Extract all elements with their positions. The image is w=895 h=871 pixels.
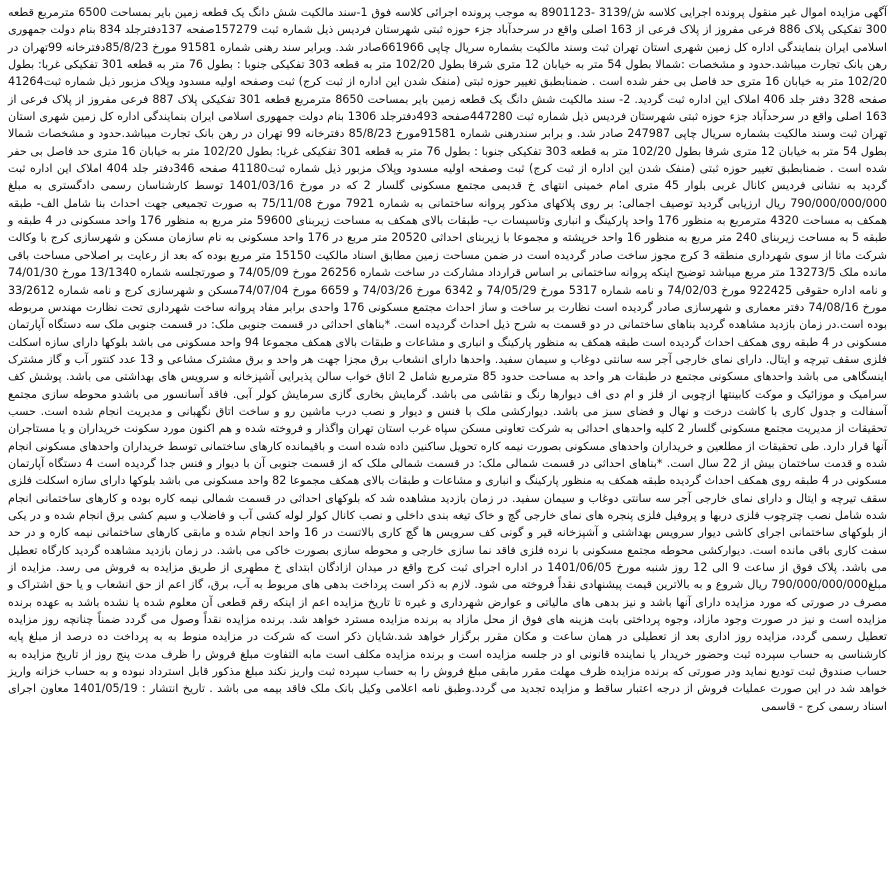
auction-notice-text: آگهی مزایده اموال غیر منقول پرونده اجرایی کلاسه ش/3139 -8901123 به موجب پرونده اجرائی کلاسه فوق 1-سند مالکیت شش دانگ یک قطعه زمین بایر بمساحت 6500 مترمربع قطعه 300 تفکیکی پلاک 886 فرعی مفروز از پلاک فرعی از 163 اصلی واقع در سرحدآباد جزء حوزه ثبتی شهرستان فردیس ذیل شماره ثبت 157279صفحه 137دفترجلد 834 بنام دولت جمهوری اسلامی ایران بنمایندگی اداره کل زمین شهری استان تهران ثبت وسند مالکیت بشماره سریال چاپی 661966صادر شد. وبرابر سند رهنی شماره 91581 مورخ 85/8/23دفترخانه 99تهران در رهن بانک تجارت میباشد.حدود و مشخصات :شمالا بطول 54 متر به خیابان 12 متری شرقا بطول 102/20 متر به قطعه 303 تفکیکی جنوبا : بطول 76 متر به قطعه 301 تفکیکی غربا: بطول 102/20 متر به خیابان 16 متری حد فاصل بی حفر شده است . ضمنابطبق تغییر حوزه ثبتی (منفک شدن این اداره از ثبت کرج) ثبت وصفحه اولیه مسدود وپلاک مزبور ذیل شماره ثبت41264 صفحه 328 دفتر جلد 406 املاک این اداره ثبت گردید. 2- سند مالکیت شش دانگ یک قطعه زمین بایر بمساحت 8650 مترمربع قطعه 301 تفکیکی پلاک 887 فرعی مفروز از پلاک فرعی از 163 اصلی واقع در سرحدآباد جزء حوزه ثبتی شهرستان فردیس ذیل شماره ثبت 447280صفحه 493دفترجلد 1306 بنام دولت جمهوری اسلامی ایران بنمایندگی اداره کل زمین شهری استان تهران ثبت وسند مالکیت بشماره سریال چاپی 247987 صادر شد. و برابر سندرهنی شماره 91581مورخ 85/8/23 دفترخانه 99 تهران در رهن بانک تجارت میباشد.حدود و مشخصات شمالا بطول 54 متر به خیابان 12 متری شرقا بطول 102/20 متر به قطعه 303 تفکیکی جنوبا : بطول 76 متر به قطعه 301 تفکیکی غربا: بطول 102/20 متر به خیابان 16 متری حد فاصل بی حفر شده است . ضمنابطبق تغییر حوزه ثبتی (منفک شدن این اداره از ثبت کرج) ثبت وصفحه اولیه مسدود وپلاک مزبور ذیل شماره ثبت41180 صفحه 346دفتر جلد 404 املاک این اداره ثبت گردید به نشانی فردیس کانال غربی بلوار 45 متری امام خمینی انتهای خ قدیمی مجتمع مسکونی گلسار 2 که در مورخ 1401/03/16 توسط کارشناسان رسمی دادگستری به مبلغ 790/000/000/000 ریال ارزیابی گردید توصیف اجمالی: بر روی پلاکهای مذکور پروانه ساختمانی به شماره 7921 مورخ 75/11/08 به صورت تجمیعی جهت احداث بنا شامل الف- طبقه همکف به مساحت 4320 مترمربع به منظور 176 واحد پارکینگ و انباری وتاسیسات ب- طبقات بالای همکف به مساحت زیربنای 59600 متر مربع به منظور 176 واحد مسکونی در 4 طبقه و طبقه 5 به مساحت زیربنای 240 متر مربع به منظور 16 واحد خرپشته و مجموعا با زیربنای احداثی 20520 متر مربع در 176 واحد مسکونی به نام سازمان مسکن و شهرسازی کرج با وکالت شرکت ماتا از سوی شهرداری منطقه 3 کرج مجوز ساخت صادر گردیده است در ضمن مساحت زمین مطابق اسناد مالکیت 15150 متر مربع بوده که بعد از رعایت بر اصلاحی مساحت باقی مانده ملک 13273/5 متر مربع میباشد توضیح اینکه پروانه ساختمانی بر اساس قرارداد مشارکت در ساخت شماره 26256 مورخ 74/05/09 و صورتجلسه شماره 13/1340 مورخ 74/01/30 و نامه اداره حقوقی 922425 مورخ 74/02/03 و نامه شماره 5317 مورخ 74/05/29 و 6342 مورخ 74/03/26 و 6659 مورخ 74/07/04مسکن و شهرسازی کرج و نامه شماره 33/2612 مورخ 74/08/16 دفتر معماری و شهرسازی صادر گردیده است نظارت بر ساخت و ساز احداث مجتمع مسکونی 176 واحدی برابر مفاد پروانه ساخت شهرداری تحت نظارت مهندس مربوطه بوده است.در زمان بازدید مشاهده گردید بناهای ساختمانی در دو قسمت به شرح ذیل احداث گردیده است. *بناهای احداثی در قسمت جنوبی ملک: در قسمت جنوبی ملک سه دستگاه آپارتمان مسکونی در 4 طبقه روی همکف احداث گردیده است طبقه همکف به منظور پارکینگ و انباری و مشاعات و طبقات بالای همکف مجموعا 94 واحد مسکونی می باشد بلوکها دارای سازه اسکلت فلزی سقف تیرچه و ایتال. دارای نمای خارجی آجر سه سانتی دوغاب و سیمان سفید. واحدها دارای انشعاب برق مجزا جهت هر واحد و برق مشترک مشاعی و 13 عدد کنتور آب و گاز مشترک اینسگاهی می باشد واحدهای مسکونی مجتمع در طبقات هر واحد به مساحت حدود 85 مترمربع شامل 2 اتاق خواب سالن پذیرایی آشپزخانه و سرویس های بهداشتی می باشد. پوشش کف سرامیک و موزائیک و موکت کابینتها ازچوبی از فلز و ام دی اف دیوارها رنگ و نقاشی می باشد. گرمایش بخاری گازی سرمایش کولر آبی. فاقد آسانسور می باشدو محوطه سازی مجتمع آسفالت و جدول کاری با کاشت درخت و نهال و فضای سبز می باشد. دیوارکشی ملک با فنس و دیوار و نصب درب ماشین رو و ساخت اتاق نگهبانی و مدیریت انجام شده است. حسب تحقیقات از مدیریت مجتمع مسکونی گلسار 2 کلیه واحدهای احداثی به شرکت تعاونی مسکن سپاه غرب استان تهران واگذار و فروخته شده و هم اکنون مورد سکونت خریداران و یا مستاجران آنها قرار دارد. طی تحقیقات از مطلعین و خریداران واحدهای مسکونی بصورت نیمه کاره تحویل ساکنین داده شده است و باقیمانده کارهای ساختمانی توسط خریداران واحدهای مسکونی انجام شده و قدمت ساختمان بیش از 22 سال است. *بناهای احداثی در قسمت شمالی ملک: در قسمت شمالی ملک که از قسمت جنوبی آن با دیوار و فنس جدا گردیده است 4 دستگاه آپارتمان مسکونی در 4 طبقه روی همکف احداث گردیده طبقه همکف به منظور پارکینگ و انباری و مشاعات و طبقات بالای همکف مجموعا 82 واحد مسکونی می باشد بلوکها دارای سازه اسکلت فلزی سقف تیرچه و ایتال و دارای نمای خارجی آجر سه سانتی دوغاب و سیمان سفید. در زمان بازدید مشاهده شد که بلوکهای احداثی در قسمت شمالی نیمه کاره بوده و کارهای ساختمانی انجام شده شامل نصب چترچوب فلزی دربها و پروفیل فلزی پنجره های نمای خارجی گچ و خاک تیغه بندی داخلی و نصب کانال کولر لوله کشی آب و فاضلاب و سیم کشی برق انجام شده و در یکی از بلوکهای ساختمانی اجرای کاشی دیوار سرویس بهداشتی و آشپزخانه قیر و گونی کف سرویس ها گچ کاری بالاتست در 16 واحد انجام شده و مابقی کارهای ساختمانی نیمه کاره و در حد سفت کاری باقی مانده است. دیوارکشی محوطه مجتمع مسکونی با نرده فلزی فاقد نما سازی خارجی و محوطه سازی بصورت خاکی می باشد. در زمان بازدید مشاهده گردید کارگاه تعطیل می باشد. پلاک فوق از ساعت 9 الی 12 روز شنبه مورخ 1401/06/05 در اداره اجرای ثبت کرج واقع در میدان ازادگان ابتدای خ مطهری از طریق مزایده به فروش می رسد. مزایده از مبلغ790/000/000/000 ریال شروع و به بالاترین قیمت پیشنهادی نقداً فروخته می شود. لازم به ذکر است پرداخت بدهی های مربوط به آب، برق، گاز اعم از حق انشعاب و یا حق اشتراک و مصرف در صورتی که مورد مزایده دارای آنها باشد و نیز بدهی های مالیاتی و عوارض شهرداری و غیره تا تاریخ مزایده اعم از اینکه رقم قطعی آن معلوم شده یا نشده باشد به عهده برنده مزایده است و نیز در صورت وجود مازاد، وجوه پرداختی بابت هزینه های فوق از محل مازاد به برنده مزایده مسترد خواهد شد. برنده مزایده نقداً وصول می گردد ضمناً چنانچه روز مزایده تعطیل رسمی گردد، مزایده روز اداری بعد از تعطیلی در همان ساعت و مکان مقرر برگزار خواهد شد.شایان ذکر است که شرکت در مزایده منوط به به پرداخت ده درصد از مبلغ پایه کارشناسی به حساب سپرده ثبت وحضور خریدار یا نماینده قانونی او در جلسه مزایده است و برنده مزایده مکلف است مابه التفاوت مبلغ فروش را ظرف مدت پنج روز از تاریخ مزایده به حساب صندوق ثبت تودیع نماید ودر صورتی که برنده مزایده ظرف مهلت مقرر مابقی مبلغ فروش را به حساب سپرده ثبت واریز نکند مبلغ مذکور قابل استرداد نبوده و به حساب خزانه واریز خواهد شد در این صورت عملیات فروش از درجه اعتبار ساقط و مزایده تجدید می گردد.وطبق نامه اعلامی وکیل بانک ملک فاقد بیمه می باشد . تاریخ انتشار : 1401/05/19 معاون اجرای اسناد رسمی کرج - قاسمی bbox=[8, 6, 888, 713]
